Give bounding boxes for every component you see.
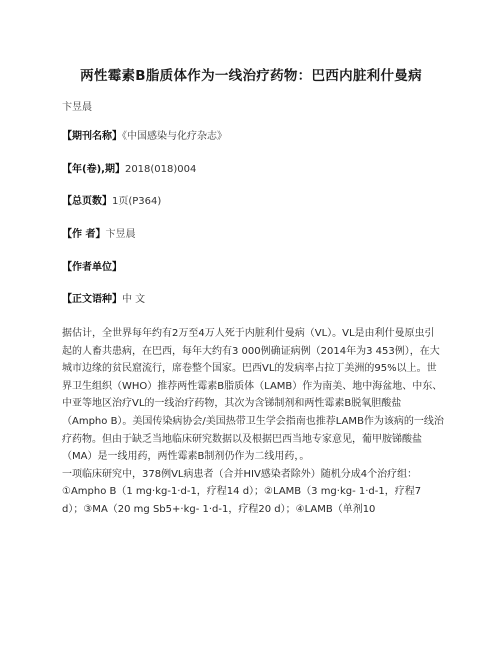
meta-language [62, 290, 145, 305]
meta-key: 【期刊名称】 [62, 131, 122, 142]
meta-key: 【总页数】 [62, 196, 112, 207]
body-paragraph: 一项临床研究中，378例VL病患者（合并HIV感染者除外）随机分成4个治疗组：①Ampho B（1 mg·kg-1·d-1，疗程14 d）；②LAMB（3 mg·kg- 1·d-1，疗程7 d）；③MA（20 mg Sb5+·kg- 1·d-1，疗程20 d）；④LAMB（单剂10 [62, 468, 422, 515]
meta-page-count [62, 192, 161, 207]
body-paragraph: 据估计，全世界每年约有2万至4万人死于内脏利什曼病（VL）。VL是由利什曼原虫引起的人畜共患病，在巴西，每年大约有3 000例确证病例（2014年为3 453例），在大城市边缘的贫民窟流行，席卷整个国家。巴西VL的发病率占拉丁美洲的95%以上。世界卫生组织（WHO）推荐两性霉素B脂质体（LAMB）作为南美、地中海盆地、中东、中亚等地区治疗VL的一线治疗药物，其次为含锑制剂和两性霉素B脱氧胆酸盐（Ampho B）。美国传染病协会/美国热带卫生学会指南也推荐LAMB作为该病的一线治疗药物。但由于缺乏当地临床研究数据以及根据巴西当地专家意见，葡甲胺锑酸盐（MA）是一线用药，两性霉素B制剂仍作为二线用药，。 [62, 328, 444, 463]
article-title: 两性霉素B脂质体作为一线治疗药物：巴西内脏利什曼病 [80, 68, 422, 84]
meta-author [62, 225, 135, 240]
meta-value: 2018(018)004 [124, 164, 197, 175]
meta-key: 【年(卷),期】 [62, 164, 125, 175]
meta-value: 《中国感染与化疗杂志》 [122, 131, 227, 142]
meta-affiliation [62, 258, 122, 273]
article-body [62, 325, 444, 519]
meta-journal [62, 127, 227, 142]
meta-key: 【作者单位】 [62, 262, 122, 273]
meta-value: 1页(P364) [112, 196, 162, 207]
meta-value: 卞昱晨 [105, 229, 136, 240]
meta-key: 【作 者】 [62, 229, 106, 240]
author-line: 卞昱晨 [62, 102, 92, 113]
meta-value: 中 文 [122, 294, 146, 305]
meta-key: 【正文语种】 [62, 294, 122, 305]
meta-year-volume-issue [62, 160, 196, 175]
